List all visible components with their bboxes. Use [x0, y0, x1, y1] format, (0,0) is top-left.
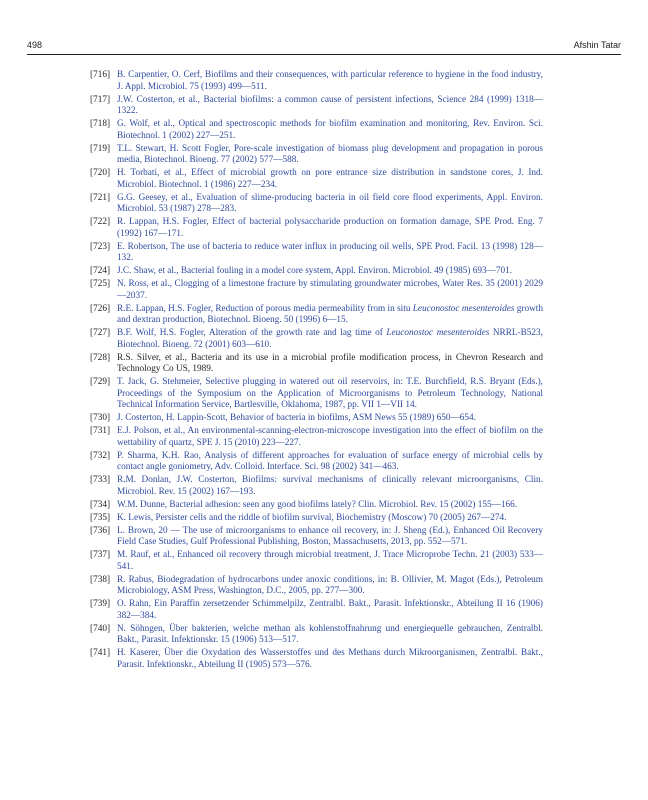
reference-number: [735]	[90, 512, 111, 523]
reference-item	[90, 119, 543, 142]
reference-link[interactable]: H. Kaserer, Über die Oxydation des Wasserstoffes und des Methans durch Mikroorganismen, Zentralbl. Bakt., Parasit. Infektionskr., Abteilung II (1905) 573—576.	[117, 648, 543, 670]
reference-species-name: Leuconostoc mesenteroides	[412, 303, 515, 314]
reference-item	[90, 526, 543, 549]
reference-link[interactable]: R. Lappan, H.S. Fogler, Effect of bacterial polysaccharide production on formation damage, SPE Prod. Eng. 7 (1992) 167—171.	[117, 217, 543, 239]
reference-link[interactable]: J.W. Costerton, et al., Bacterial biofilms: a common cause of persistent infections, Science 284 (1999) 1318—1322.	[117, 94, 543, 116]
reference-number: [717]	[90, 94, 111, 105]
running-author: Afshin Tatar	[573, 40, 621, 50]
reference-text: R.S. Silver, et al., Bacteria and its use in a microbial profile modification process, in Chevron Research and Technology Co US, 1989.	[117, 352, 543, 374]
reference-link[interactable]: R.M. Donlan, J.W. Costerton, Biofilms: survival mechanisms of clinically relevant microorganisms, Clin. Microbiol. Rev. 15 (2002) 167—193.	[117, 475, 543, 497]
reference-link[interactable]: E.J. Polson, et al., An environmental-scanning-electron-microscope investigation into the effect of biofilm on the wettability of quartz, SPE J. 15 (2010) 223—227.	[117, 426, 543, 448]
reference-item	[90, 624, 543, 647]
reference-number: [731]	[90, 426, 111, 436]
reference-number: [732]	[90, 450, 111, 461]
reference-number: [730]	[90, 413, 111, 423]
reference-link[interactable]: B. Carpentier, O. Cerf, Biofilms and their consequences, with particular reference to hygiene in the food industry, J. Appl. Microbiol. 75 (1993) 499—511.	[117, 70, 543, 92]
reference-item	[90, 413, 543, 425]
reference-number: [725]	[90, 279, 111, 289]
reference-link[interactable]: T. Jack, G. Stehmeier, Selective plugging in watered out oil reservoirs, in: T.E. Burchfield, R.S. Bryant (Eds.), Proceedings of the Symposium on the Application of Microorganisms to Petroleum Technology, National Technical Information Service, Bartlesville, Oklahoma, 1987, pp. VII 1—VII 14.	[117, 377, 543, 410]
reference-item	[90, 426, 543, 449]
reference-link[interactable]: N. Söhngen, Über bakterien, welche methan als kohlenstoffnahrung und energiequelle gebrauchen, Zentralbl. Bakt., Parasit. Infektionskr. 15 (1906) 513—517.	[117, 623, 543, 645]
reference-item	[90, 353, 543, 376]
reference-number: [716]	[90, 70, 111, 80]
reference-item	[90, 168, 543, 191]
reference-item	[90, 217, 543, 240]
reference-number: [734]	[90, 499, 111, 510]
reference-item	[90, 279, 543, 302]
reference-link[interactable]: J. Costerton, H. Lappin-Scott, Behavior of bacteria in biofilms, ASM News 55 (1989) 650—654.	[117, 413, 476, 423]
reference-item	[90, 377, 543, 412]
reference-link[interactable]: O. Rahn, Ein Paraffin zersetzender Schimmelpilz, Zentralbl. Bakt., Parasit. Infektionskr., Abteilung II 16 (1906) 382—384.	[117, 599, 543, 621]
reference-link[interactable]: J.C. Shaw, et al., Bacterial fouling in a model core system, Appl. Environ. Microbiol. 49 (1985) 693—701.	[117, 266, 513, 276]
reference-number: [728]	[90, 352, 111, 363]
reference-number: [721]	[90, 192, 111, 203]
reference-item	[90, 144, 543, 167]
reference-item	[90, 193, 543, 216]
reference-link[interactable]: T.L. Stewart, H. Scott Fogler, Pore-scale investigation of biomass plug development and propagation in porous media, Biotechnol. Bioeng. 77 (2002) 577—588.	[117, 143, 543, 165]
reference-text-post: NRRL-B523, Biotechnol. Bioeng. 72 (2001) 603—610.	[117, 328, 543, 350]
reference-number: [741]	[90, 648, 111, 658]
reference-link[interactable]: R. Rabus, Biodegradation of hydrocarbons under anoxic conditions, in: B. Ollivier, M. Magot (Eds.), Petroleum Microbiology, ASM Press, Washington, D.C., 2005, pp. 277—300.	[117, 574, 543, 596]
reference-item	[90, 304, 543, 327]
reference-item	[90, 475, 543, 498]
header-rule	[27, 54, 621, 55]
reference-link[interactable]: L. Brown, 20 — The use of microorganisms to enhance oil recovery, in: J. Sheng (Ed.), Enhanced Oil Recovery Field Case Studies, Gulf Professional Publishing, Boston, Massachusetts, 2013, pp. 552—571.	[117, 525, 543, 547]
reference-number: [736]	[90, 525, 111, 536]
reference-item	[90, 599, 543, 622]
reference-item	[90, 550, 543, 573]
reference-item	[90, 95, 543, 118]
reference-item	[90, 648, 543, 671]
reference-item	[90, 513, 543, 525]
reference-link[interactable]: E. Robertson, The use of bacteria to reduce water influx in producing oil wells, SPE Prod. Facil. 13 (1998) 128—132.	[117, 241, 543, 263]
reference-link[interactable]: N. Ross, et al., Clogging of a limestone fracture by stimulating groundwater microbes, Water Res. 35 (2001) 2029—2037.	[117, 279, 543, 301]
reference-link[interactable]: W.M. Dunne, Bacterial adhesion: seen any good biofilms lately? Clin. Microbiol. Rev. 15 (2002) 155—166.	[117, 499, 518, 510]
reference-link[interactable]: G.G. Geesey, et al., Evaluation of slime-producing bacteria in oil field core flood experiments, Appl. Environ. Microbiol. 53 (1987) 278—283.	[117, 192, 543, 214]
reference-link[interactable]	[117, 304, 543, 326]
reference-item	[90, 266, 543, 278]
reference-item	[90, 242, 543, 265]
reference-number: [729]	[90, 377, 111, 387]
reference-item	[90, 500, 543, 512]
reference-list	[90, 70, 543, 673]
reference-item	[90, 328, 543, 351]
reference-species-name: Leuconostoc mesenteroides	[386, 328, 490, 338]
reference-number: [738]	[90, 574, 111, 585]
reference-number: [737]	[90, 550, 111, 560]
reference-number: [724]	[90, 266, 111, 276]
reference-number: [722]	[90, 217, 111, 227]
reference-number: [739]	[90, 599, 111, 609]
reference-item	[90, 70, 543, 93]
page-number: 498	[27, 40, 43, 50]
reference-number: [723]	[90, 241, 111, 252]
reference-link[interactable]	[117, 328, 543, 350]
reference-number: [720]	[90, 168, 111, 178]
reference-link[interactable]: H. Torbati, et al., Effect of microbial growth on pore entrance size distribution in sandstone cores, J. Ind. Microbiol. Biotechnol. 1 (1986) 227—234.	[117, 168, 543, 190]
reference-link[interactable]: M. Rauf, et al., Enhanced oil recovery through microbial treatment, J. Trace Microprobe Techn. 21 (2003) 533—541.	[117, 550, 543, 572]
running-header	[27, 40, 621, 54]
reference-link[interactable]: K. Lewis, Persister cells and the riddle of biofilm survival, Biochemistry (Moscow) 70 (2005) 267—274.	[117, 512, 507, 523]
reference-number: [727]	[90, 328, 111, 338]
reference-item	[90, 575, 543, 598]
reference-number: [733]	[90, 475, 111, 485]
reference-text-pre: B.F. Wolf, H.S. Fogler, Alteration of the growth rate and lag time of	[117, 328, 387, 338]
reference-number: [718]	[90, 119, 111, 129]
reference-number: [740]	[90, 623, 111, 634]
reference-number: [719]	[90, 143, 111, 154]
reference-text-pre: R.E. Lappan, H.S. Fogler, Reduction of porous media permeability from in situ	[117, 303, 413, 314]
reference-link[interactable]: P. Sharma, K.H. Rao, Analysis of different approaches for evaluation of surface energy of microbial cells by contact angle goniometry, Adv. Colloid. Interface. Sci. 98 (2002) 341—463.	[117, 450, 543, 472]
reference-item	[90, 451, 543, 474]
reference-link[interactable]: G. Wolf, et al., Optical and spectroscopic methods for biofilm examination and monitoring, Rev. Environ. Sci. Biotechnol. 1 (2002) 227—251.	[117, 119, 543, 141]
reference-number: [726]	[90, 303, 111, 314]
reference-text-post: growth and dextran production, Biotechnol. Bioeng. 50 (1996) 6—15.	[117, 303, 543, 325]
